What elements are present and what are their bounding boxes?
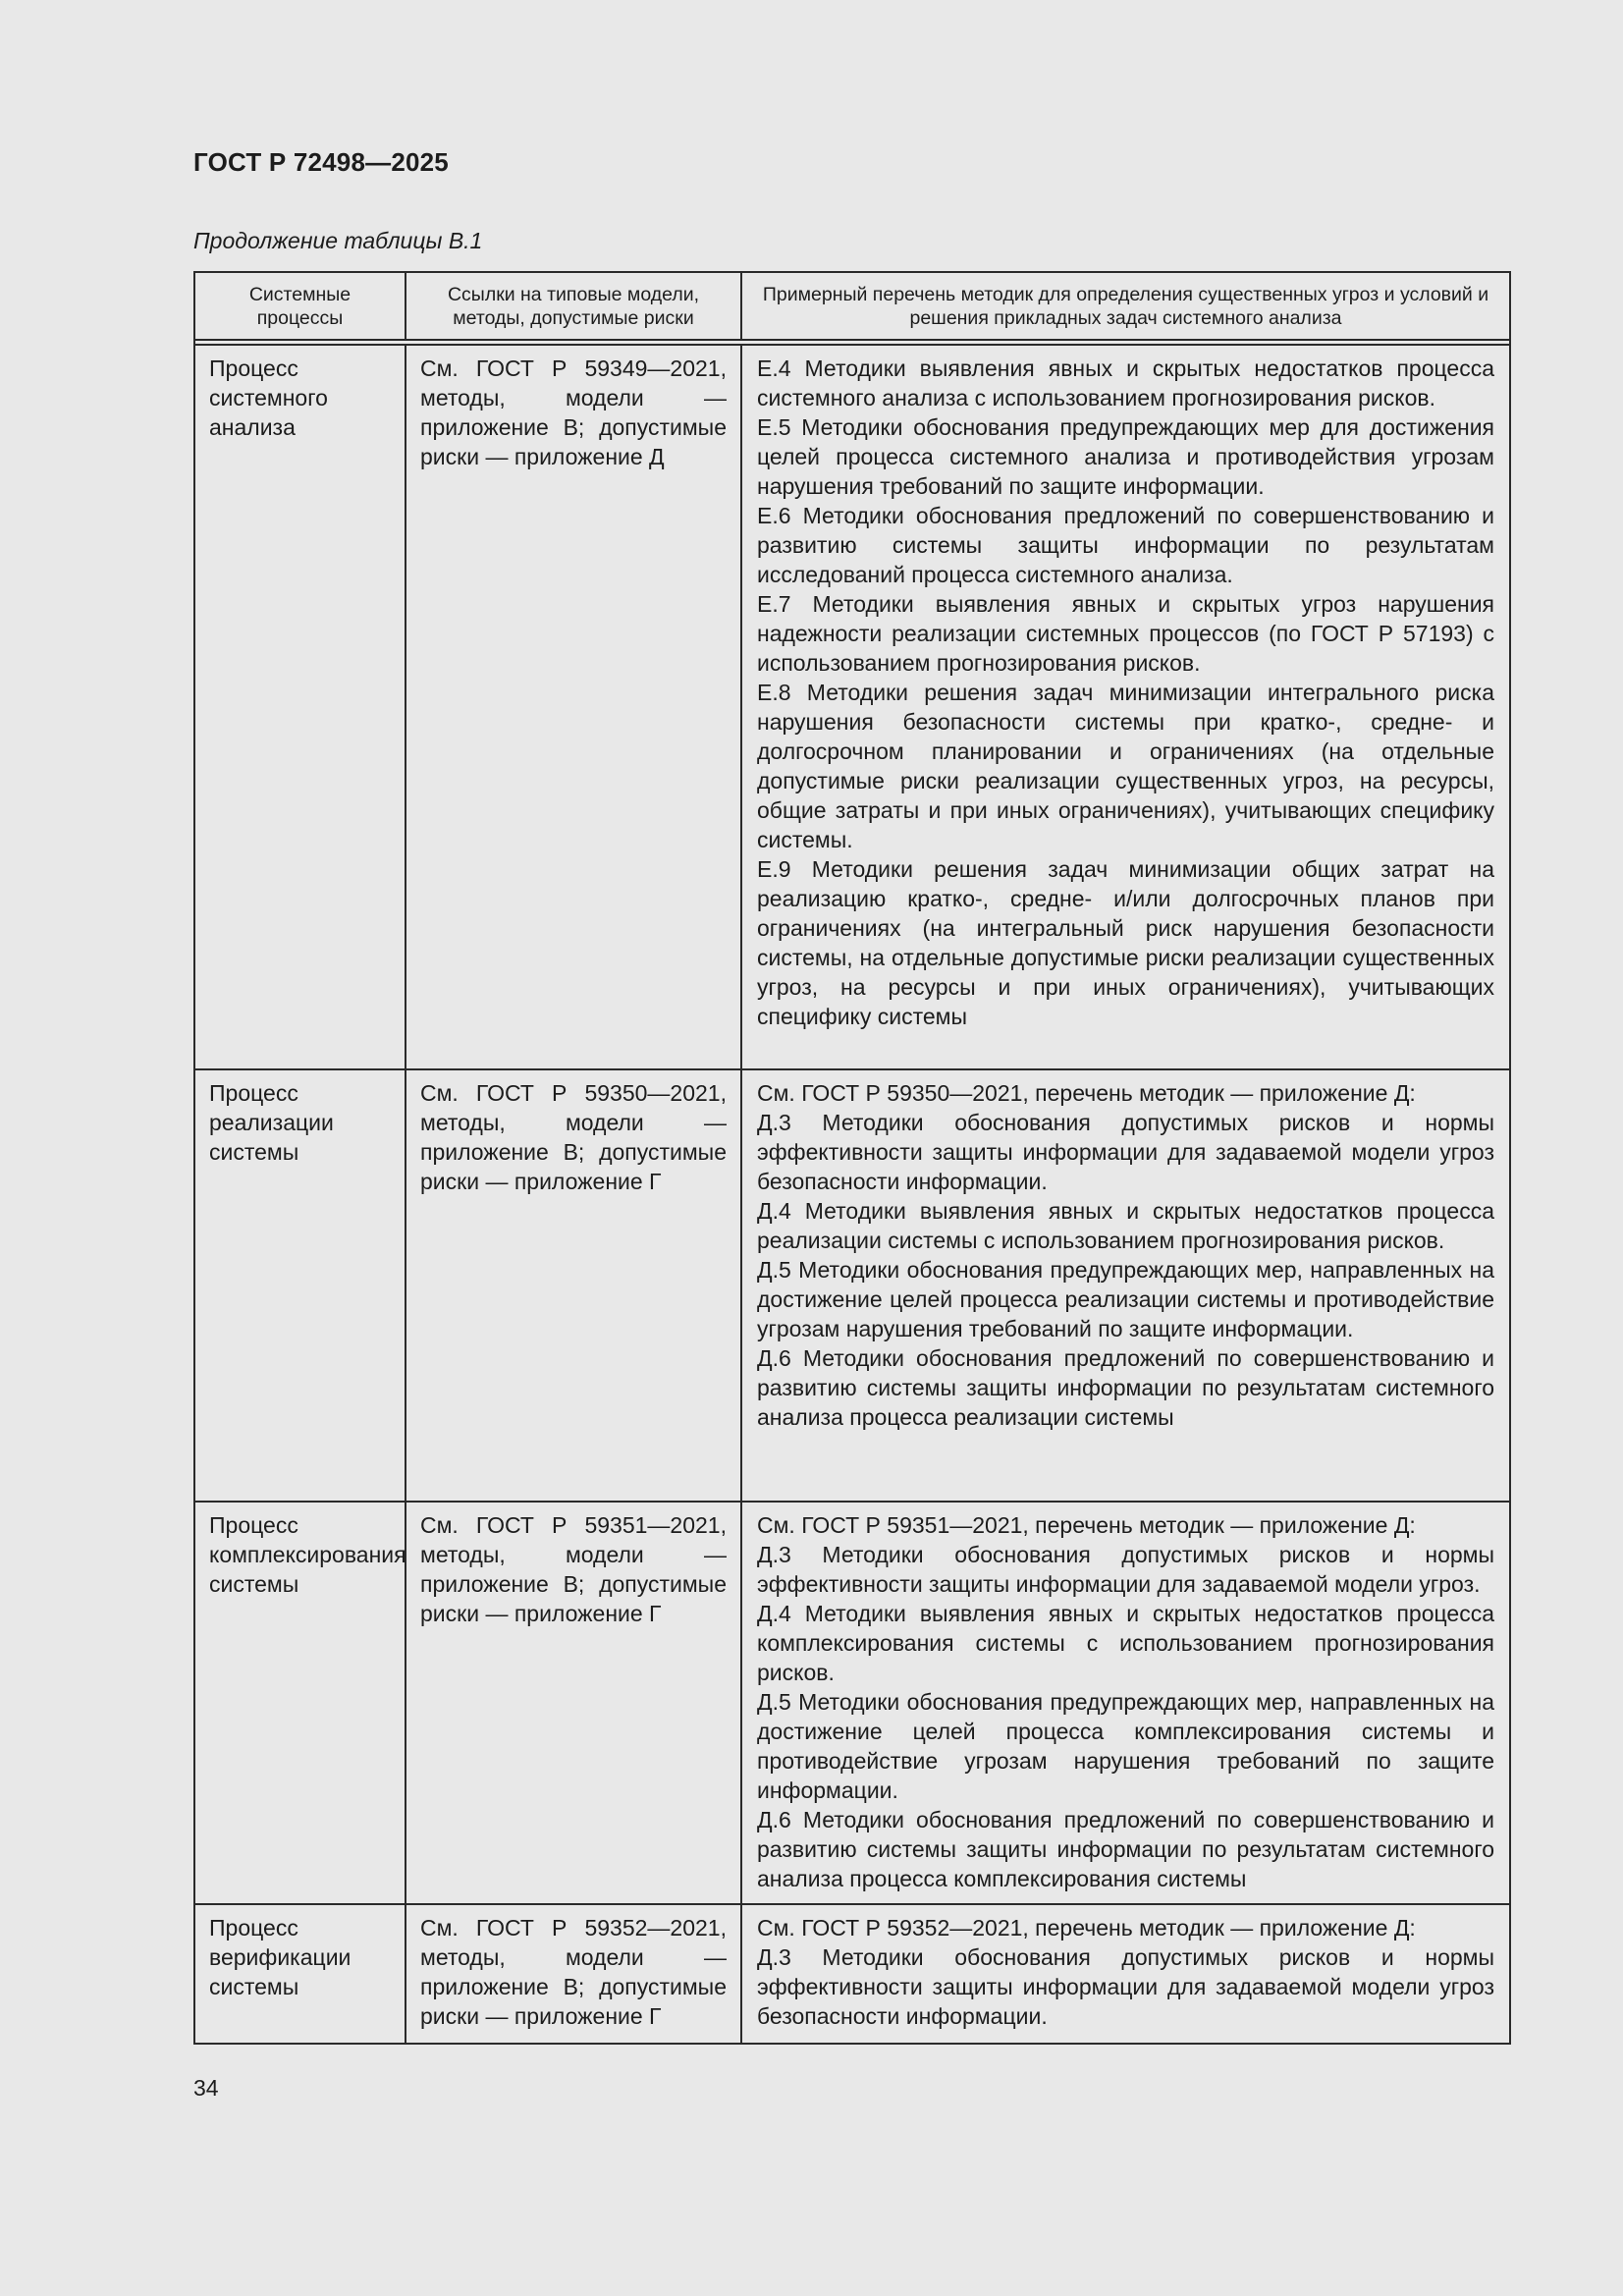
page-number: 34 [193, 2075, 219, 2101]
method-item: Д.5 Методики обоснования предупреждающих мер, направленных на достижение целей процесса комплексирования системы и противодействие угрозам нарушения требований по защите информации. [757, 1689, 1494, 1803]
table-row [195, 1503, 1509, 1905]
method-item: См. ГОСТ Р 59350—2021, перечень методик — приложение Д: [757, 1080, 1416, 1106]
references-cell: См. ГОСТ Р 59351—2021, методы, модели — приложение В; допустимые риски — приложение Г [406, 1503, 742, 1903]
references-cell: См. ГОСТ Р 59350—2021, методы, модели — приложение В; допустимые риски — приложение Г [406, 1070, 742, 1501]
method-item: Д.6 Методики обоснования предложений по совершенствованию и развитию системы защиты информации по результатам системного анализа процесса реализации системы [757, 1345, 1494, 1430]
references-cell: См. ГОСТ Р 59352—2021, методы, модели — приложение В; допустимые риски — приложение Г [406, 1905, 742, 2043]
method-item: См. ГОСТ Р 59351—2021, перечень методик — приложение Д: [757, 1512, 1416, 1538]
table-caption: Продолжение таблицы В.1 [193, 228, 483, 253]
methods-table [193, 271, 1511, 2045]
references-cell: См. ГОСТ Р 59349—2021, методы, модели — приложение В; допустимые риски — приложение Д [406, 346, 742, 1068]
methods-cell [742, 1070, 1509, 1501]
method-item: Е.8 Методики решения задач минимизации интегрального риска нарушения безопасности системы при кратко-, средне- и долгосрочном планировании и ограничениях (на отдельные допустимые риски реализации существенных угроз, на ресурсы, общие затраты и при иных ограничениях), учитывающих специфику системы. [757, 680, 1494, 852]
table-header [195, 273, 1509, 341]
method-item: Е.4 Методики выявления явных и скрытых недостатков процесса системного анализа с использованием прогнозирования рисков. [757, 355, 1494, 410]
process-cell: Процесс комплексирования системы [195, 1503, 406, 1903]
method-item: Д.4 Методики выявления явных и скрытых недостатков процесса комплексирования системы с использованием прогнозирования рисков. [757, 1601, 1494, 1685]
methods-cell [742, 346, 1509, 1068]
method-item: См. ГОСТ Р 59352—2021, перечень методик — приложение Д: [757, 1915, 1416, 1941]
method-item: Д.3 Методики обоснования допустимых рисков и нормы эффективности защиты информации для задаваемой модели угроз безопасности информации. [757, 1110, 1494, 1194]
methods-cell [742, 1905, 1509, 2043]
column-header-processes: Системные процессы [195, 273, 406, 339]
column-header-references: Ссылки на типовые модели, методы, допустимые риски [406, 273, 742, 339]
document-id: ГОСТ Р 72498—2025 [193, 147, 449, 177]
method-item: Д.4 Методики выявления явных и скрытых недостатков процесса реализации системы с использованием прогнозирования рисков. [757, 1198, 1494, 1253]
process-cell: Процесс верификации системы [195, 1905, 406, 2043]
method-item: Е.7 Методики выявления явных и скрытых угроз нарушения надежности реализации системных процессов (по ГОСТ Р 57193) с использованием прогнозирования рисков. [757, 591, 1494, 676]
method-item: Д.5 Методики обоснования предупреждающих мер, направленных на достижение целей процесса реализации системы и противодействие угрозам нарушения требований по защите информации. [757, 1257, 1494, 1341]
method-item: Д.6 Методики обоснования предложений по совершенствованию и развитию системы защиты информации по результатам системного анализа процесса комплексирования системы [757, 1807, 1494, 1891]
table-row [195, 1905, 1509, 2043]
method-item: Д.3 Методики обоснования допустимых рисков и нормы эффективности защиты информации для задаваемой модели угроз безопасности информации. [757, 1944, 1494, 2029]
process-cell: Процесс системного анализа [195, 346, 406, 1068]
table-row [195, 346, 1509, 1070]
method-item: Д.3 Методики обоснования допустимых рисков и нормы эффективности защиты информации для задаваемой модели угроз. [757, 1542, 1494, 1597]
method-item: Е.9 Методики решения задач минимизации общих затрат на реализацию кратко-, средне- и/или долгосрочных планов при ограничениях (на интегральный риск нарушения безопасности системы, на отдельные допустимые риски реализации существенных угроз, на ресурсы и при иных ограничениях), учитывающих специфику системы [757, 856, 1494, 1029]
method-item: Е.5 Методики обоснования предупреждающих мер для достижения целей процесса системного анализа и противодействия угрозам нарушения требований по защите информации. [757, 414, 1494, 499]
process-cell: Процесс реализации системы [195, 1070, 406, 1501]
column-header-methods: Примерный перечень методик для определения существенных угроз и условий и решения прикладных задач системного анализа [762, 283, 1489, 329]
table-row [195, 1070, 1509, 1503]
methods-cell [742, 1503, 1509, 1903]
method-item: Е.6 Методики обоснования предложений по совершенствованию и развитию системы защиты информации по результатам исследований процесса системного анализа. [757, 503, 1494, 587]
